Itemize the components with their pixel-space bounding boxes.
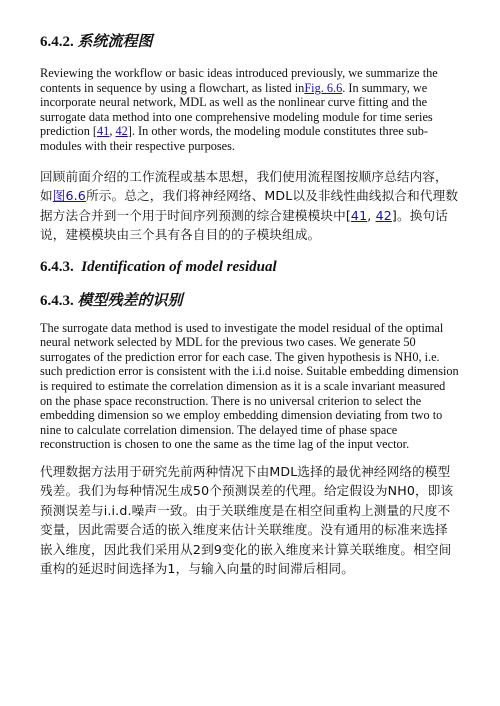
figure-link-zh[interactable]: 图6.6 (52, 188, 86, 204)
section-heading-6-4-2 (40, 32, 460, 52)
paragraph-text: Reviewing the workflow or basic ideas introduced previously, we summarize the contents in sequence by using a flowchart, as listed in (40, 66, 438, 95)
section-title-zh: 系统流程图 (77, 34, 153, 50)
citation-separator: , (109, 124, 116, 139)
paragraph-text: 所示。总之，我们将神经网络、MDL以及非线性曲线拟合和代理数据方法合并到一个用于时间序列预测的综合建模模块中[ (40, 188, 459, 223)
paragraph-text: . In summary, we incorporate neural network, MDL as well as the nonlinear curve fitting and the surrogate data method into one comprehensive modeling module for time series prediction [ (40, 80, 433, 139)
section-heading-6-4-3-zh (40, 291, 460, 311)
citation-link-42[interactable]: 42 (115, 124, 128, 139)
section-number: 6.4.3. (40, 292, 74, 309)
section-heading-6-4-3-en (40, 257, 460, 277)
paragraph-zh-flowchart (40, 167, 460, 245)
citation-link-42-zh[interactable]: 42 (375, 207, 392, 223)
paragraph-zh-residual: 代理数据方法用于研究先前两种情况下由MDL选择的最优神经网络的模型残差。我们为每种情况生成50个预测误差的代理。给定假设为NH0，即该预测误差与i.i.d.噪声一致。由于关联维度是在相空间重构上测量的尺度不变量，因此需要合适的嵌入维度来估计关联维度。没有通用的标准来选择嵌入维度，因此我们采用从2到9变化的嵌入维度来计算关联维度。相空间重构的延迟时间选择为1，与输入向量的时间滞后相同。 (40, 463, 454, 577)
section-number: 6.4.2. (40, 34, 74, 50)
paragraph-text: 回顾前面介绍的工作流程或基本思想，我们使用流程图按顺序总结内容，如 (40, 168, 448, 204)
paragraph-en-residual: The surrogate data method is used to investigate the model residual of the optimal neural network selected by MDL for the previous two cases. We generate 50 surrogates of the prediction error for each case. The given hypothesis is NH0, i.e. such prediction error is consistent with the i.i.d noise. Suitable embedding dimension is required to estimate the correlation dimension as it is a scale invariant measured on the phase space reconstruction. There is no universal criterion to select the embedding dimension so we employ embedding dimension deviating from two to nine to calculate correlation dimension. The delayed time of phase space reconstruction is chosen to one the same as the time lag of the input vector. (40, 320, 459, 452)
paragraph-text: ]. In other words, the modeling module constitutes three sub-modules with their respective purposes. (40, 124, 428, 153)
citation-link-41[interactable]: 41 (97, 124, 110, 139)
section-title-zh: 模型残差的识别 (77, 292, 183, 309)
citation-separator: , (367, 207, 376, 223)
document-page (40, 32, 460, 579)
paragraph-text: ]。换句话说，建模模块由三个具有各自目的的子模块组成。 (40, 207, 448, 243)
figure-link[interactable]: Fig. 6.6 (304, 80, 343, 95)
citation-link-41-zh[interactable]: 41 (350, 207, 368, 223)
section-number: 6.4.3. (40, 258, 74, 275)
paragraph-en-flowchart (40, 66, 460, 154)
section-title-en: Identification of model residual (81, 258, 277, 275)
